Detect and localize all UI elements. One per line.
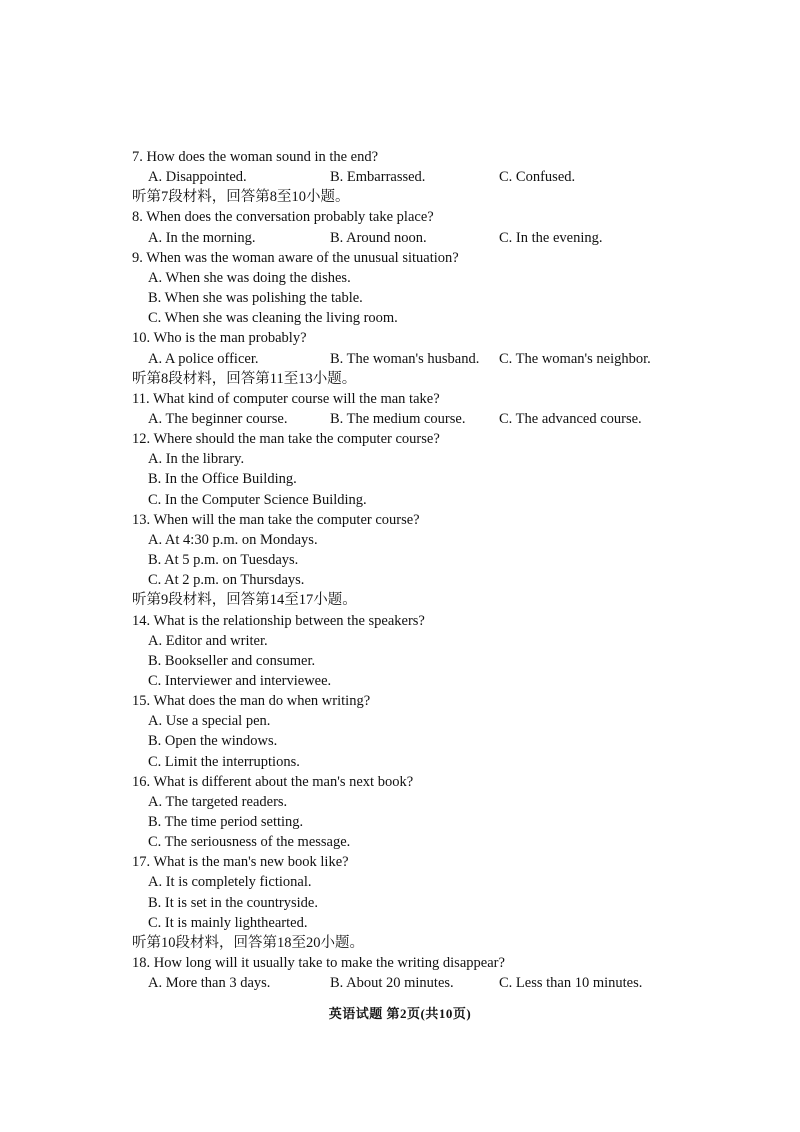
option-line	[0, 671, 800, 691]
question-text: 18. How long will it usually take to make the writing disappear?	[132, 955, 505, 971]
option-text: B. The time period setting.	[148, 813, 304, 830]
option-line	[0, 832, 800, 852]
option-line	[0, 812, 800, 832]
option-b: B. Around noon.	[330, 229, 427, 246]
question-text: 9. When was the woman aware of the unusual situation?	[132, 249, 459, 266]
section-instruction	[0, 590, 800, 610]
option-a: A. In the morning.	[148, 229, 256, 246]
option-text: A. Use a special pen.	[148, 713, 271, 730]
option-line	[0, 550, 800, 570]
option-c: C. Less than 10 minutes.	[499, 975, 643, 992]
option-row	[0, 228, 800, 248]
option-text: A. Editor and writer.	[148, 632, 268, 649]
option-line	[0, 913, 800, 933]
option-line	[0, 651, 800, 671]
question-text: 8. When does the conversation probably take place?	[132, 209, 434, 226]
option-row	[0, 349, 800, 369]
question-text: 10. Who is the man probably?	[132, 330, 307, 347]
question-text: 11. What kind of computer course will the man take?	[132, 390, 440, 407]
option-c: C. Confused.	[499, 169, 576, 186]
question-line	[0, 389, 800, 409]
section-instruction-text: 听第9段材料，回答第14至17小题。	[132, 592, 357, 609]
option-line	[0, 288, 800, 308]
option-line	[0, 711, 800, 731]
option-line	[0, 530, 800, 550]
option-line	[0, 308, 800, 328]
option-text: B. At 5 p.m. on Tuesdays.	[148, 552, 299, 568]
option-text: B. Open the windows.	[148, 733, 278, 750]
option-line	[0, 893, 800, 913]
question-line	[0, 852, 800, 872]
question-line	[0, 207, 800, 227]
question-text: 15. What does the man do when writing?	[132, 693, 371, 709]
question-line	[0, 611, 800, 631]
option-text: C. Limit the interruptions.	[148, 753, 300, 770]
question-text: 14. What is the relationship between the speakers?	[132, 612, 425, 629]
option-line	[0, 570, 800, 590]
question-line	[0, 248, 800, 268]
question-text: 7. How does the woman sound in the end?	[132, 149, 379, 165]
section-instruction	[0, 933, 800, 953]
option-line	[0, 792, 800, 812]
option-text: C. In the Computer Science Building.	[148, 491, 367, 508]
option-text: A. In the library.	[148, 451, 245, 468]
question-text: 12. Where should the man take the computer course?	[132, 431, 440, 448]
option-b: B. The medium course.	[330, 410, 466, 427]
section-instruction	[0, 369, 800, 389]
option-line	[0, 268, 800, 288]
option-a: A. Disappointed.	[148, 169, 247, 186]
option-row	[0, 409, 800, 429]
question-text: 16. What is different about the man's next book?	[132, 773, 414, 790]
option-text: A. It is completely fictional.	[148, 874, 312, 891]
question-line	[0, 691, 800, 711]
option-line	[0, 490, 800, 510]
option-row	[0, 973, 800, 993]
question-line	[0, 510, 800, 530]
option-a: A. A police officer.	[148, 350, 259, 367]
section-instruction	[0, 187, 800, 207]
option-line	[0, 631, 800, 651]
option-text: C. It is mainly lighthearted.	[148, 914, 308, 931]
option-line	[0, 449, 800, 469]
option-text: A. When she was doing the dishes.	[148, 269, 351, 286]
section-instruction-text: 听第10段材料，回答第18至20小题。	[132, 934, 364, 951]
option-text: B. It is set in the countryside.	[148, 894, 318, 911]
section-instruction-text: 听第7段材料，回答第8至10小题。	[132, 189, 350, 206]
option-text: B. Bookseller and consumer.	[148, 652, 316, 669]
question-line	[0, 147, 800, 167]
question-text: 13. When will the man take the computer course?	[132, 511, 420, 528]
option-c: C. In the evening.	[499, 229, 603, 246]
option-text: C. The seriousness of the message.	[148, 834, 351, 851]
option-line	[0, 752, 800, 772]
option-line	[0, 872, 800, 892]
option-text: B. When she was polishing the table.	[148, 290, 363, 306]
option-b: B. The woman's husband.	[330, 350, 480, 367]
question-line	[0, 772, 800, 792]
option-a: A. The beginner course.	[148, 410, 288, 427]
option-c: C. The advanced course.	[499, 410, 642, 427]
page-footer: 英语试题 第2页(共10页)	[328, 1006, 472, 1021]
option-text: C. When she was cleaning the living room.	[148, 310, 398, 327]
option-line	[0, 469, 800, 489]
question-line	[0, 953, 800, 973]
option-text: B. In the Office Building.	[148, 471, 297, 488]
option-text: C. Interviewer and interviewee.	[148, 672, 332, 689]
section-instruction-text: 听第8段材料，回答第11至13小题。	[132, 370, 357, 387]
option-line	[0, 731, 800, 751]
question-text: 17. What is the man's new book like?	[132, 854, 349, 871]
option-b: B. Embarrassed.	[330, 169, 426, 186]
question-line	[0, 328, 800, 348]
option-text: C. At 2 p.m. on Thursdays.	[148, 572, 305, 589]
option-row	[0, 167, 800, 187]
option-b: B. About 20 minutes.	[330, 975, 454, 992]
option-c: C. The woman's neighbor.	[499, 350, 651, 367]
option-text: A. The targeted readers.	[148, 793, 288, 810]
question-line	[0, 429, 800, 449]
option-a: A. More than 3 days.	[148, 975, 271, 992]
option-text: A. At 4:30 p.m. on Mondays.	[148, 531, 318, 548]
